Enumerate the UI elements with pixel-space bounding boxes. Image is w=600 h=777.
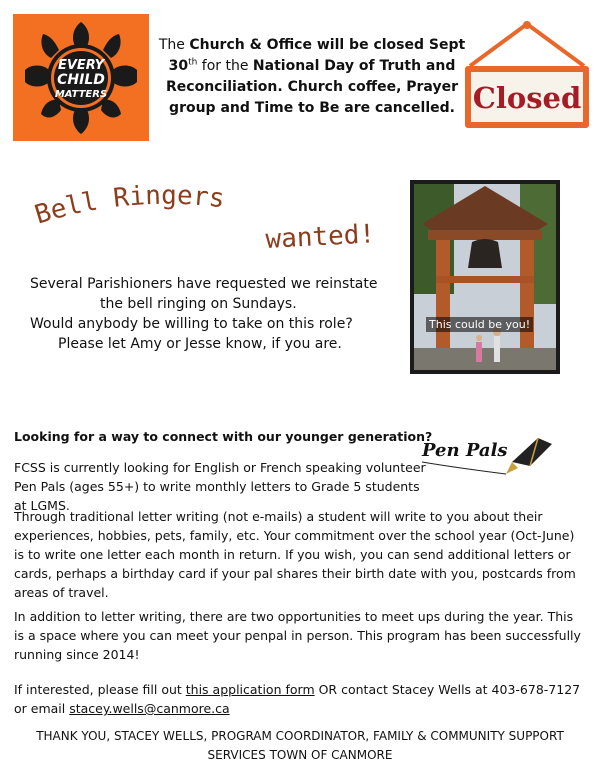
bell-line-2: the bell ringing on Sundays.	[100, 296, 297, 312]
thank-you-footer: THANK YOU, STACEY WELLS, PROGRAM COORDINATOR, FAMILY & COMMUNITY SUPPORT SERVICES TOWN OF CANMORE	[36, 729, 564, 762]
closure-text-2: for the	[197, 58, 253, 74]
closure-bold-2: National Day of Truth and Reconciliation. Church coffee, Prayer group and Time to Be are cancelled.	[166, 58, 458, 116]
bell-line-4: Please let Amy or Jesse know, if you are.	[58, 336, 342, 352]
bell-heading-line-2: wanted!	[264, 219, 376, 255]
penpals-paragraph-4	[14, 680, 586, 718]
photo-caption: This could be you!	[426, 317, 533, 332]
penpals-paragraph-2: Through traditional letter writing (not e-mails) a student will write to you about their experiences, hobbies, pets, family, etc. Your commitment over the school year (Oct-June) is to write one letter each month in return. If you wish, you can send additional letters or cards, perhaps a birthday card if your pal shares their birth date with you, postcards from areas of travel.	[14, 509, 576, 600]
logo-line-matters: MATTERS	[54, 89, 108, 100]
closed-sign	[462, 20, 592, 132]
bell-ringers-message	[20, 274, 390, 354]
pen-pals-logo-text: Pen Pals	[422, 440, 508, 461]
bell-line-1: Several Parishioners have requested we reinstate	[30, 276, 378, 292]
every-child-matters-logo	[13, 14, 149, 141]
bell-ringers-heading	[20, 180, 410, 260]
closure-notice	[157, 35, 467, 119]
contact-text-1: If interested, please fill out	[14, 682, 186, 697]
closure-bold-1: Church & Office will be closed Sept 30	[168, 37, 466, 74]
closure-date-suffix: th	[188, 57, 198, 68]
logo-line-every: EVERY	[57, 58, 105, 73]
application-form-link[interactable]: this application form	[185, 682, 315, 697]
email-link[interactable]: stacey.wells@canmore.ca	[69, 701, 230, 716]
closure-text-1: The	[158, 37, 190, 53]
every-child-matters-emblem	[13, 14, 149, 141]
bell-heading-line-1: Bell Ringers	[31, 180, 227, 231]
closed-sign-text: Closed	[472, 81, 582, 115]
bell-tower-photo	[410, 180, 560, 374]
contact-text-2: OR contact Stacey Wells at 403-678-7127 or email	[14, 682, 581, 716]
logo-line-child: CHILD	[57, 72, 105, 88]
penpals-paragraph-3: In addition to letter writing, there are two opportunities to meet ups during the year. This is a space where you can meet your penpal in person. This program has been successfully running since 2014!	[14, 609, 581, 662]
penpals-paragraph-1: FCSS is currently looking for English or French speaking volunteer Pen Pals (ages 55+) to write monthly letters to Grade 5 students at LGMS.	[14, 460, 426, 513]
pen-pals-logo	[418, 432, 558, 482]
bell-line-3: Would anybody be willing to take on this role?	[30, 316, 353, 332]
penpals-heading: Looking for a way to connect with our younger generation?	[14, 429, 433, 444]
